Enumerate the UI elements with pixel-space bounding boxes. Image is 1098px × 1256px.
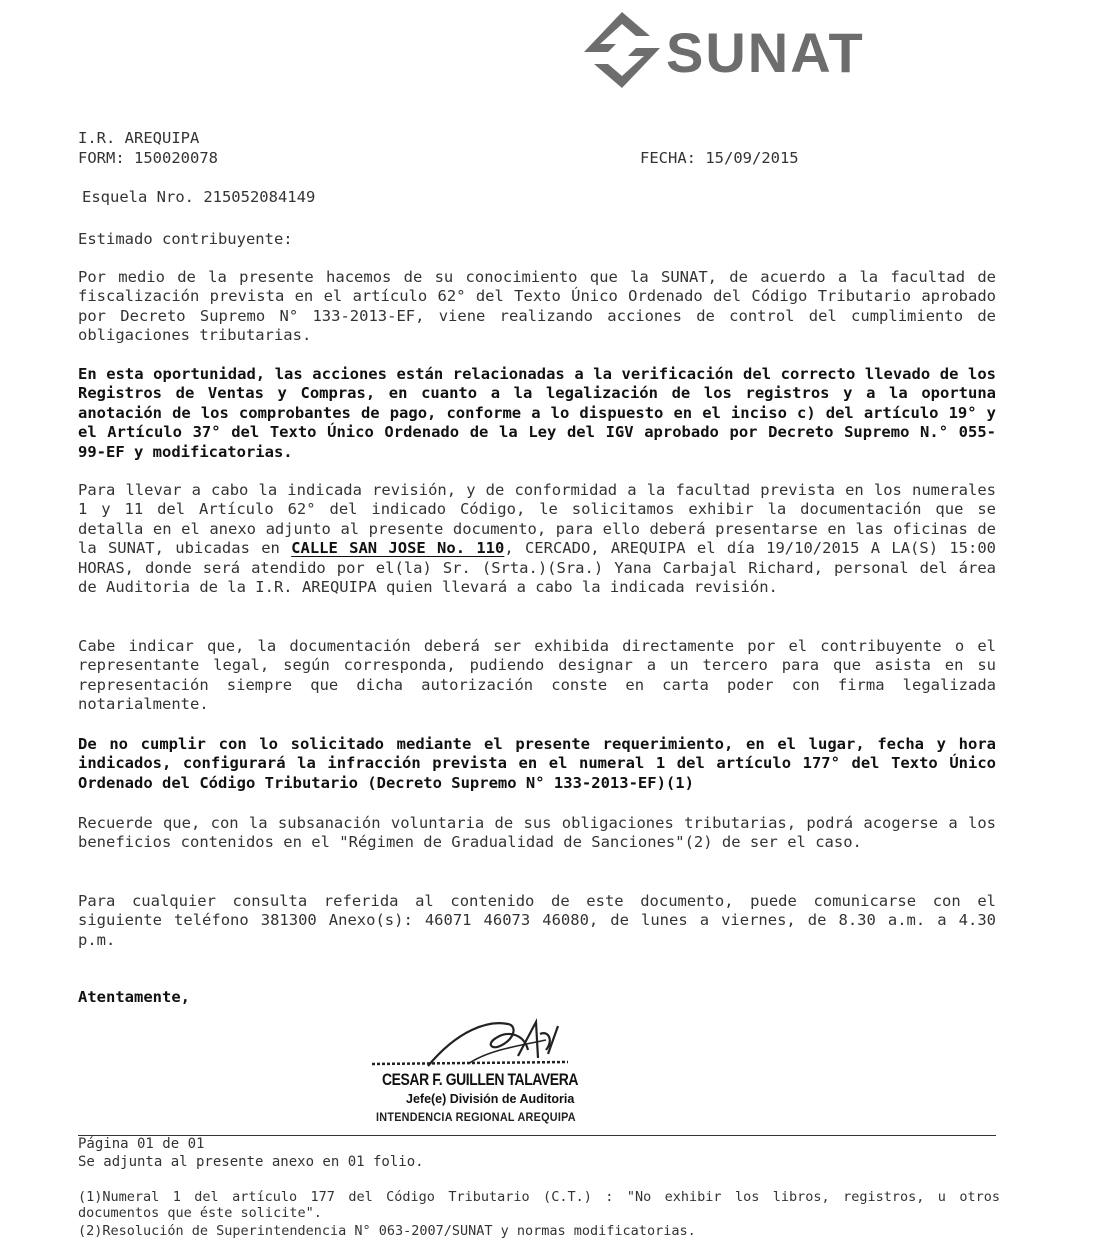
sunat-logo-text: SUNAT [666, 21, 865, 84]
sunat-logo-mark [584, 12, 660, 88]
footer-divider [78, 1135, 996, 1136]
signer-name: CESAR F. GUILLEN TALAVERA [382, 1070, 579, 1089]
paragraph-2: En esta oportunidad, las acciones están relacionadas a la verificación del correcto llevado de los Registros de Ventas y Compras, en cuanto a la legalización de los registros y a la oportuna anotación de los comprobantes de pago, conforme a lo dispuesto en el inciso c) del artículo 19° y el Artículo 37° del Texto Único Ordenado de la Ley del IGV aprobado por Decreto Supremo N.° 055-99-EF y modificatorias. [78, 365, 996, 461]
page-number: Página 01 de 01 [78, 1136, 205, 1152]
salutation: Estimado contribuyente: [78, 230, 293, 248]
signer-office: INTENDENCIA REGIONAL AREQUIPA [376, 1110, 576, 1124]
paragraph-3-part-1: Para llevar a cabo la indicada revisión, y de conformidad a la facultad prevista en los numerales 1 y 11 del Artículo 62° del indicado Código, le solicitamos exhibir la documentación que se detalla en el anexo adjunto al presente documento, para ello deberá presentarse en las oficinas de la SUNAT, ubicadas en [78, 481, 996, 558]
footnote-1: (1)Numeral 1 del artículo 177 del Código Tributario (C.T.) : "No exhibir los libros, registros, u otros documentos que éste solicite". [78, 1189, 1000, 1221]
paragraph-7: Para cualquier consulta referida al contenido de este documento, puede comunicarse con el siguiente teléfono 381300 Anexo(s): 46071 46073 46080, de lunes a viernes, de 8.30 a.m. a 4.30 p.m. [78, 892, 996, 949]
paragraph-1: Por medio de la presente hacemos de su conocimiento que la SUNAT, de acuerdo a la facultad de fiscalización prevista en el artículo 62° del Texto Único Ordenado del Código Tributario aprobado por Decreto Supremo N° 133-2013-EF, viene realizando acciones de control del cumplimiento de obligaciones tributarias. [78, 268, 996, 345]
office-label: I.R. AREQUIPA [78, 129, 200, 147]
paragraph-6: Recuerde que, con la subsanación voluntaria de sus obligaciones tributarias, podrá acogerse a los beneficios contenidos en el "Régimen de Gradualidad de Sanciones"(2) de ser el caso. [78, 814, 996, 852]
esquela-number: Esquela Nro. 215052084149 [82, 188, 316, 206]
paragraph-3 [78, 481, 996, 597]
document-date: FECHA: 15/09/2015 [640, 149, 799, 167]
signer-role: Jefe(e) División de Auditoria [406, 1092, 575, 1106]
closing: Atentamente, [78, 988, 190, 1006]
paragraph-5: De no cumplir con lo solicitado mediante el presente requerimiento, en el lugar, fecha y hora indicados, configurará la infracción prevista en el numeral 1 del artículo 177° del Texto Único Ordenado del Código Tributario (Decreto Supremo N° 133-2013-EF)(1) [78, 735, 996, 792]
address-highlight: CALLE SAN JOSE No. 110 [291, 539, 505, 558]
footnote-2: (2)Resolución de Superintendencia N° 063-2007/SUNAT y normas modificatorias. [78, 1223, 696, 1239]
annex-note: Se adjunta al presente anexo en 01 folio. [78, 1154, 424, 1170]
sunat-logo [578, 8, 918, 92]
form-number: FORM: 150020078 [78, 149, 218, 167]
paragraph-3-part-2: , CERCADO, AREQUIPA el día 19/10/2015 A LA(S) 15:00 HORAS, donde será atendido por el(la) Sr. (Srta.)(Sra.) Yana Carbajal Richard, personal del área de Auditoria de la I.R. AREQUIPA quien llevará a cabo la indicada revisión. [78, 539, 996, 597]
paragraph-4: Cabe indicar que, la documentación deberá ser exhibida directamente por el contribuyente o el representante legal, según corresponda, pudiendo designar a un tercero para que asista en su representación siempre que dicha autorización conste en carta poder con firma legalizada notarialmente. [78, 637, 996, 714]
